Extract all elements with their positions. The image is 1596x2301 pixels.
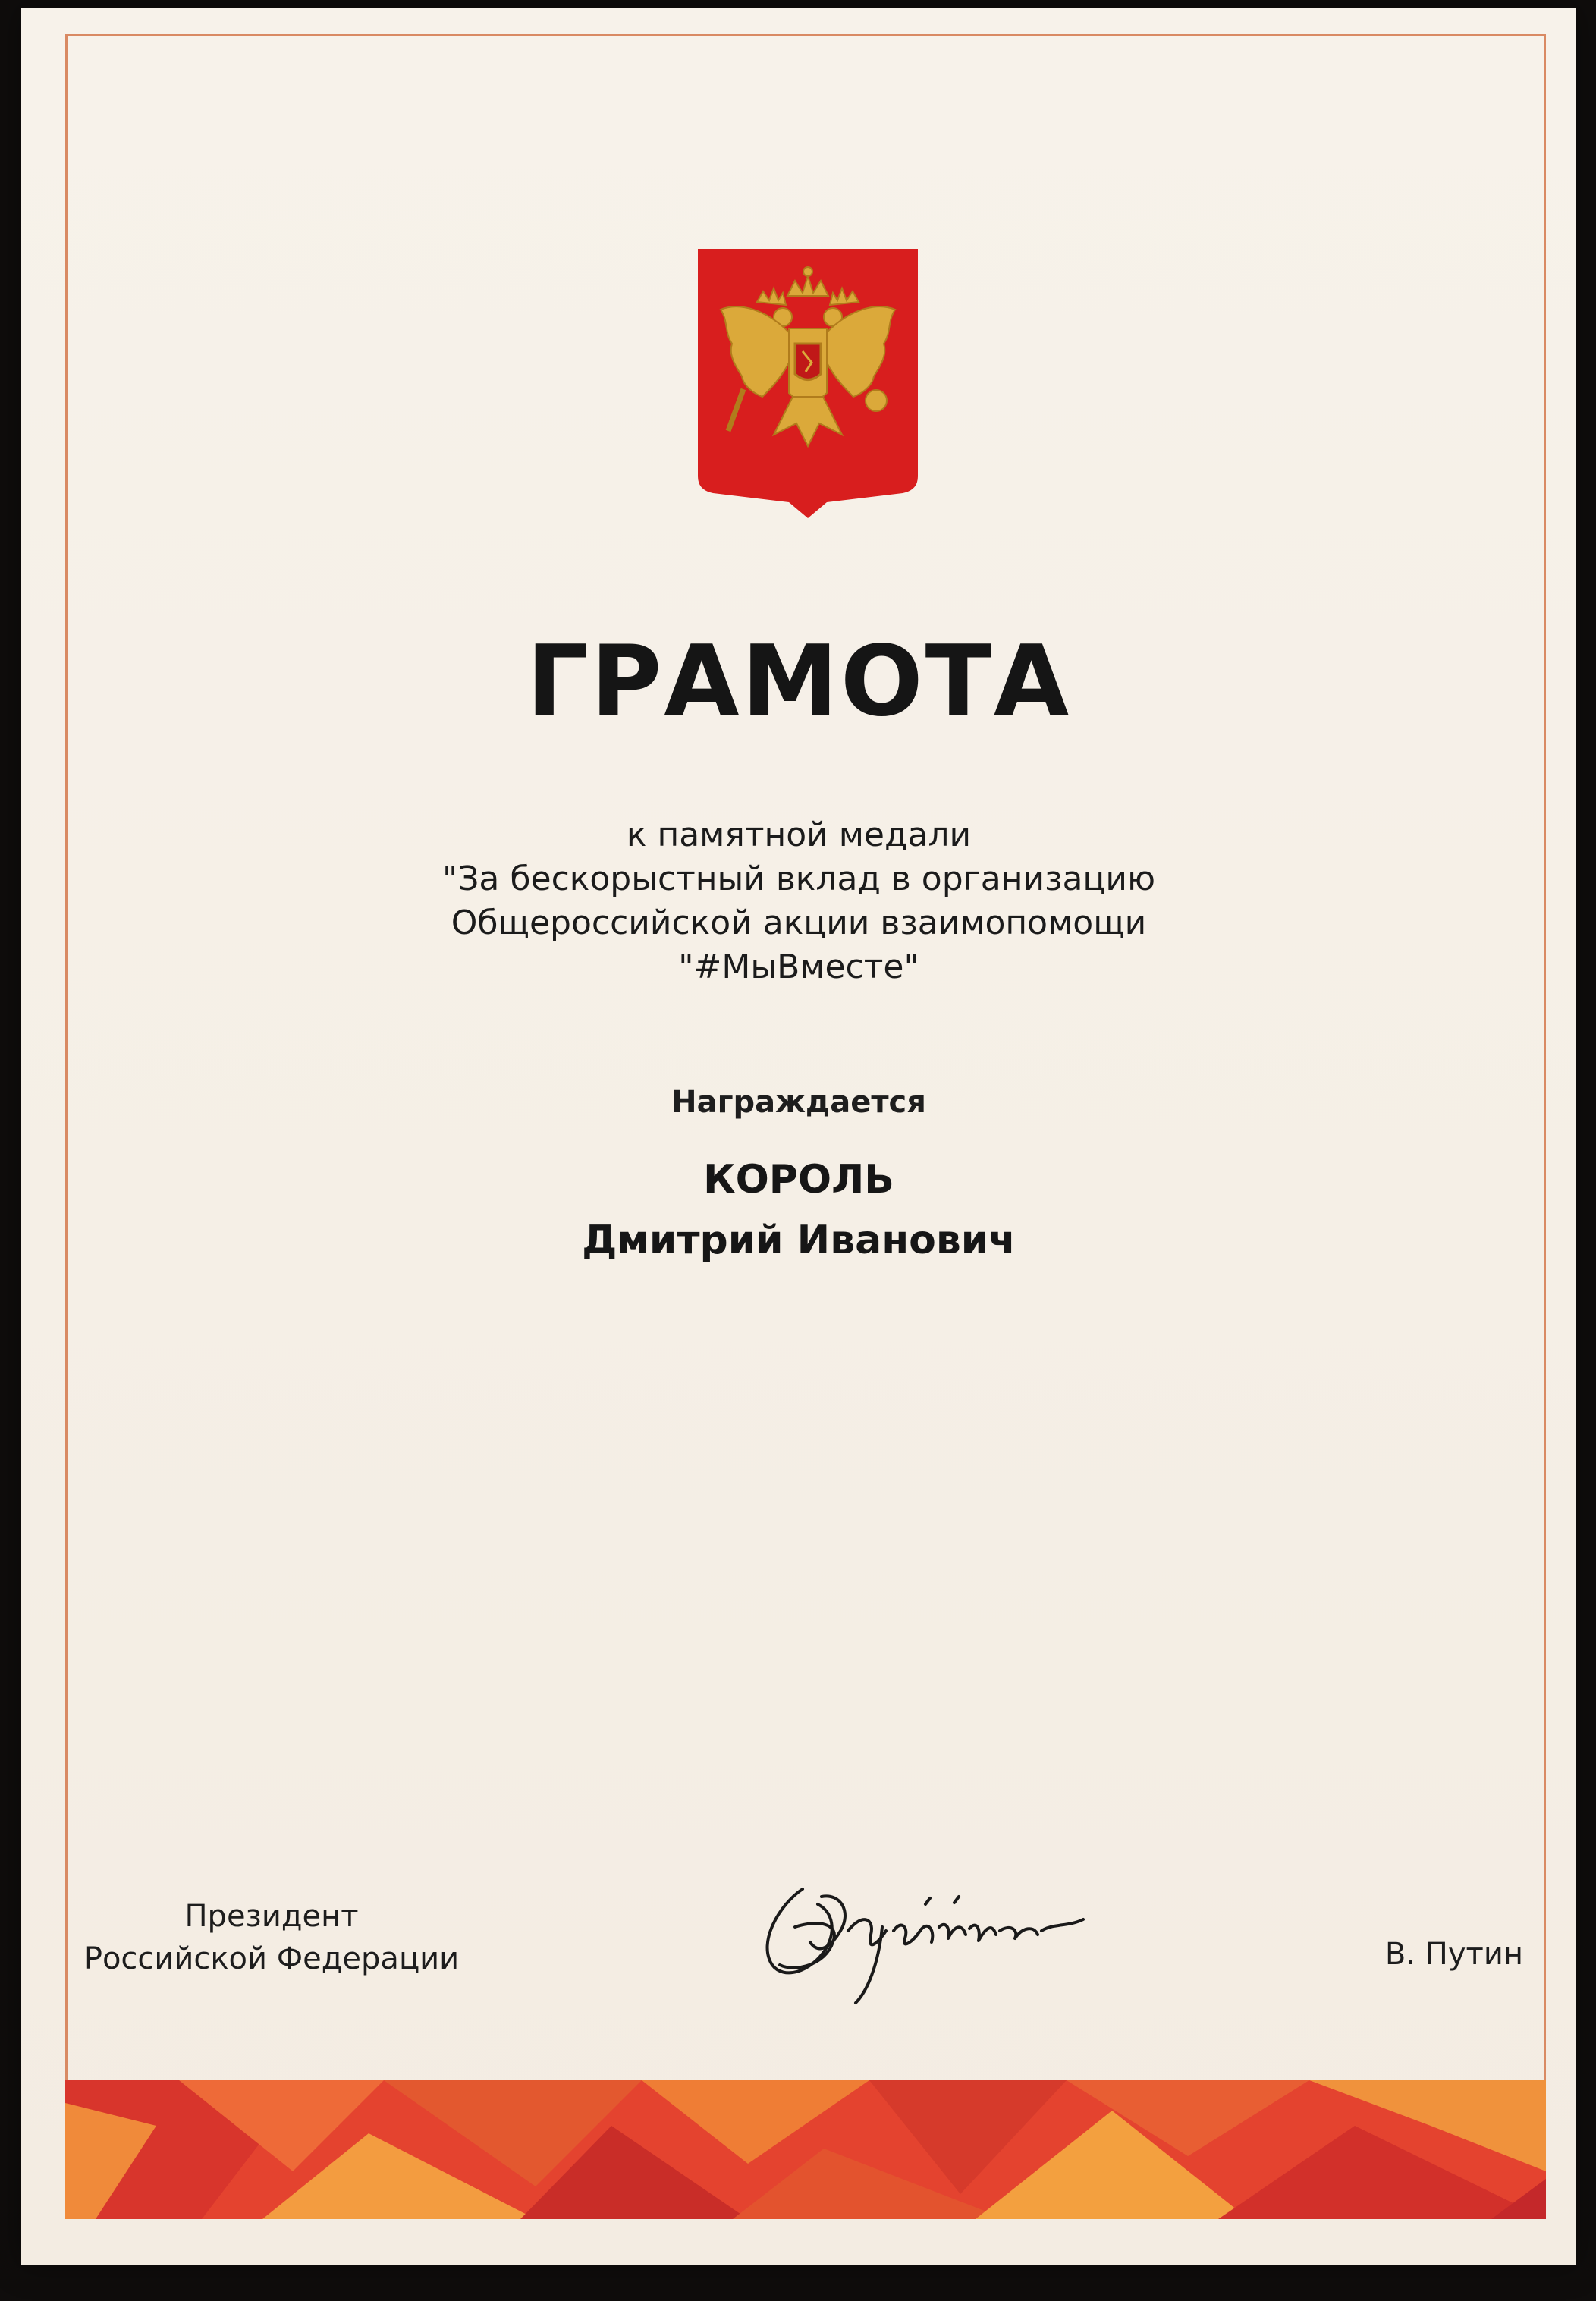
description-line: Общероссийской акции взаимопомощи [451,904,1147,942]
description-line: "За бескорыстный вклад в организацию [441,860,1156,898]
signer-position [82,1895,461,1980]
certificate-sheet [21,8,1576,2265]
recipient-name [21,1149,1576,1271]
recipient-surname: КОРОЛЬ [703,1157,894,1202]
decorative-ribbon [65,2080,1546,2219]
position-line: Российской Федерации [83,1941,460,1976]
document-title: ГРАМОТА [526,625,1071,738]
signer-name: В. Путин [1384,1937,1523,1972]
description-line: "#МыВместе" [678,948,919,986]
description-line: к памятной медали [626,816,972,854]
medal-description [21,813,1576,989]
signature-icon [749,1859,1106,2010]
recipient-given-names: Дмитрий Иванович [582,1218,1016,1263]
awarded-label: Награждается [671,1085,926,1120]
coat-of-arms-icon [698,249,918,518]
position-line: Президент [184,1899,359,1934]
